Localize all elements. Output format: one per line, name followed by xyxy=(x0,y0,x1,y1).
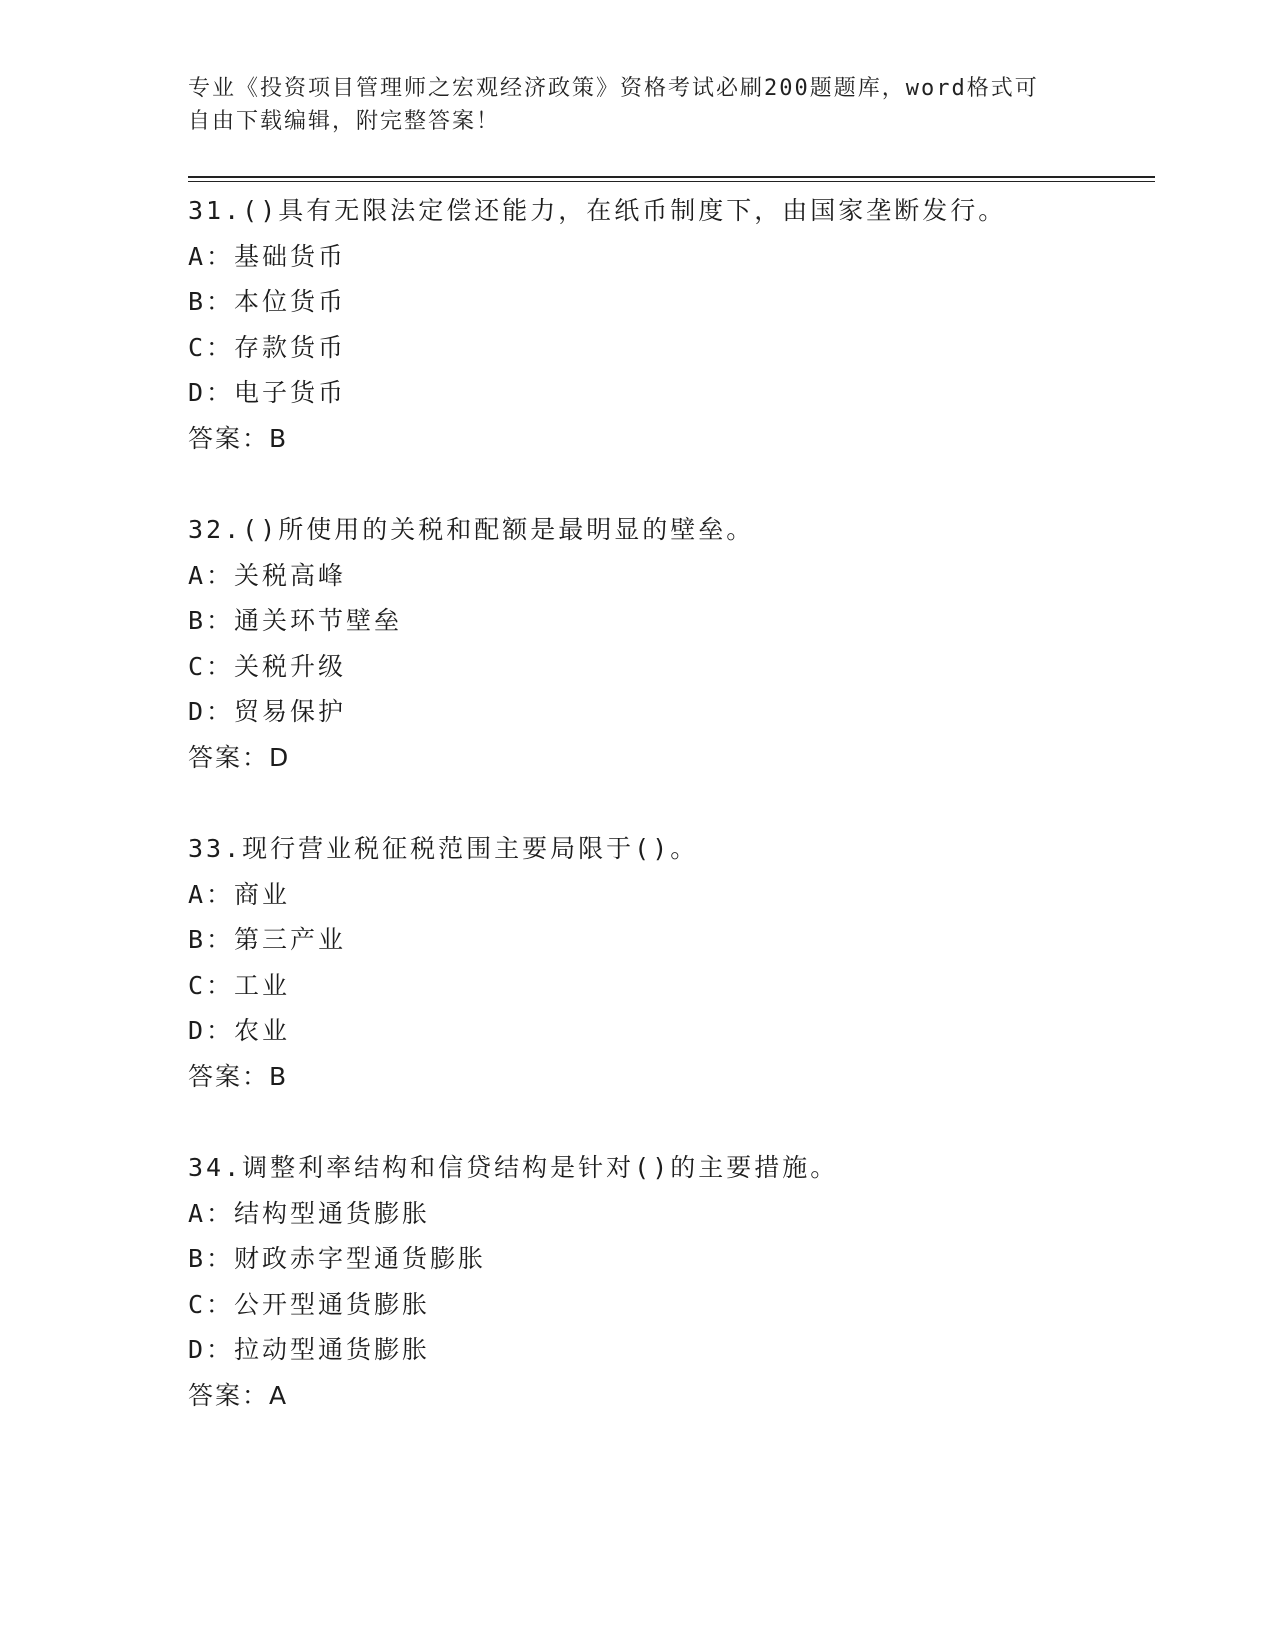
question-31 xyxy=(188,188,1148,507)
answer-label: 答案：B xyxy=(188,423,289,453)
option-a: A：结构型通货膨胀 xyxy=(188,1198,431,1228)
option-d: D：电子货币 xyxy=(188,378,347,407)
option-c: C：公开型通货膨胀 xyxy=(188,1289,431,1319)
option-b: B：本位货币 xyxy=(188,287,347,316)
header-line-1: 专业《投资项目管理师之宏观经济政策》资格考试必刷200题题库，word格式可 xyxy=(188,76,1039,101)
option-b: B：财政赤字型通货膨胀 xyxy=(188,1244,487,1273)
option-a: A：商业 xyxy=(188,879,291,909)
answer-label: 答案：A xyxy=(188,1380,289,1410)
option-a: A：关税高峰 xyxy=(188,560,347,590)
option-a: A：基础货币 xyxy=(188,241,347,271)
question-stem: 31.()具有无限法定偿还能力，在纸币制度下，由国家垄断发行。 xyxy=(188,196,1007,225)
option-d: D：贸易保护 xyxy=(188,697,347,726)
header-divider xyxy=(188,176,1155,182)
question-stem: 33.现行营业税征税范围主要局限于()。 xyxy=(188,834,699,863)
answer-label: 答案：D xyxy=(188,742,291,772)
question-34 xyxy=(188,1145,1148,1464)
question-32 xyxy=(188,507,1148,826)
question-stem: 32.()所使用的关税和配额是最明显的壁垒。 xyxy=(188,515,755,544)
answer-label: 答案：B xyxy=(188,1061,289,1091)
option-c: C：工业 xyxy=(188,970,291,1000)
option-c: C：存款货币 xyxy=(188,332,347,362)
option-b: B：第三产业 xyxy=(188,925,347,954)
option-c: C：关税升级 xyxy=(188,651,347,681)
option-d: D：拉动型通货膨胀 xyxy=(188,1335,431,1364)
option-d: D：农业 xyxy=(188,1016,291,1045)
document-header xyxy=(188,72,1088,138)
option-b: B：通关环节壁垒 xyxy=(188,606,403,635)
question-33 xyxy=(188,826,1148,1145)
header-line-2: 自由下载编辑，附完整答案！ xyxy=(188,109,501,134)
question-list xyxy=(188,188,1148,1464)
question-stem: 34.调整利率结构和信贷结构是针对()的主要措施。 xyxy=(188,1153,839,1182)
